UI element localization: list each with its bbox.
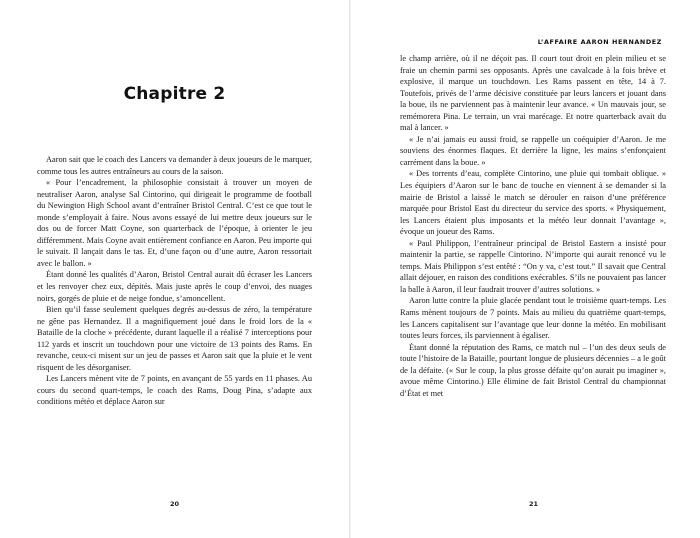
right-page [351, 0, 700, 538]
paragraph: Étant donné les qualités d’Aaron, Bristol Central aurait dû écraser les Lancers et les renvoyer chez eux, dépités. Mais juste après le coup d’envoi, des nuages noirs, gorgés de pluie et de neige fondue, s’amoncellent. [37, 270, 312, 303]
paragraph: Aaron sait que le coach des Lancers va demander à deux joueurs de le marquer, comme tous les autres entraîneurs au cours de la saison. [37, 155, 312, 176]
right-page-body [400, 53, 666, 399]
paragraph: Aaron lutte contre la pluie glacée pendant tout le troisième quart-temps. Les Rams mènent toujours de 7 points. Mais au milieu du quatrième quart-temps, les Lancers capitalisent sur l’avantage que leur donne la météo. En mobilisant toutes leurs forces, ils parviennent à égaliser. [400, 296, 666, 341]
paragraph: Bien qu’il fasse seulement quelques degrés au-dessus de zéro, la température ne gêne pas Hernandez. Il a magnifiquement joué dans le froid lors de la « Bataille de la cloche » précédente, durant laquelle il a réalisé 7 interceptions pour 112 yards et inscrit un touchdown pour une victoire de 13 points des Rams. En revanche, ceux-ci misent sur un jeu de passes et Aaron sait que la pluie et le vent risquent de les désorganiser. [37, 305, 312, 372]
left-page [0, 0, 349, 538]
paragraph: « Paul Philippon, l’entraîneur principal de Bristol Eastern a insisté pour maintenir la partie, se rappelle Cintorino. N’importe qui aurait renoncé vu le temps. Mais Philippon s’est entêté : “On y va, c’est tout.” Il savait que Central allait déjouer, en raison des conditions exécrables. S’ils ne pouvaient pas lancer la balle à Aaron, il leur faudrait trouver d’autres solutions. » [400, 238, 666, 294]
paragraph: Étant donné la réputation des Rams, ce match nul – l’un des deux seuls de toute l’histoire de la Bataille, pourtant longue de plusieurs décennies – a le goût de la défaite. (« Sur le coup, la plus grosse défaite qu’on aurait pu imaginer », avoue même Cintorino.) Elle élimine de fait Bristol Central du championnat d’État et met [400, 342, 666, 398]
paragraph-continued: le champ arrière, où il ne déçoit pas. Il court tout droit en plein milieu et se fraie un chemin parmi ses opposants. Après une cavalcade à la fois brève et explosive, il marque un touchdown. Les Rams passent en tête, 14 à 7. Toutefois, privés de l’arme décisive constituée par leurs lancers et jouant dans la boue, ils ne parviennent pas à maintenir leur avance. « Un mauvais jour, se remémorera Pina. Le terrain, un vrai marécage. Et notre quarterback avait du mal à lancer. » [400, 54, 666, 133]
paragraph: Les Lancers mènent vite de 7 points, en avançant de 55 yards en 11 phases. Au cours du second quart-temps, le coach des Rams, Doug Pina, s’adapte aux conditions météo et déplace Aaron sur [37, 374, 312, 407]
paragraph: « Je n’ai jamais eu aussi froid, se rappelle un coéquipier d’Aaron. Je me souviens des énormes flaques. Et derrière la ligne, les mains s’enfonçaient carrément dans la boue. » [400, 134, 666, 167]
page-number: 20 [170, 500, 180, 508]
running-head: L’AFFAIRE AARON HERNANDEZ [537, 38, 662, 46]
paragraph: « Pour l’encadrement, la philosophie consistait à trouver un moyen de neutraliser Aaron, analyse Sal Cintorino, qui dirigeait le programme de football du Newington High School avant d’entraîner Bristol Central. C’est ce que tout le monde s’employait à faire. Nous avons essayé de lui mettre deux joueurs sur le dos ou de forcer Matt Coyne, son quarterback de l’époque, à orienter le jeu différemment. Mais Coyne avait entièrement confiance en Aaron. Peu importe qui le suivait. Il lançait dans le tas. Et, d’une façon ou d’une autre, Aaron ressortait avec le ballon. » [37, 178, 312, 268]
left-page-body [37, 154, 312, 408]
paragraph: « Des torrents d’eau, complète Cintorino, une pluie qui tombait oblique. » Les équipiers d’Aaron sur le banc de touche en viennent à se demander si la mairie de Bristol a laissé le match se dérouler en raison d’une préférence marquée pour Bristol East du directeur du service des sports. « Physiquement, les Lancers étaient plus imposants et la météo leur donnait l’avantage », évoque un joueur des Rams. [400, 169, 666, 237]
page-number: 21 [529, 500, 539, 508]
chapter-title: Chapitre 2 [123, 84, 226, 104]
